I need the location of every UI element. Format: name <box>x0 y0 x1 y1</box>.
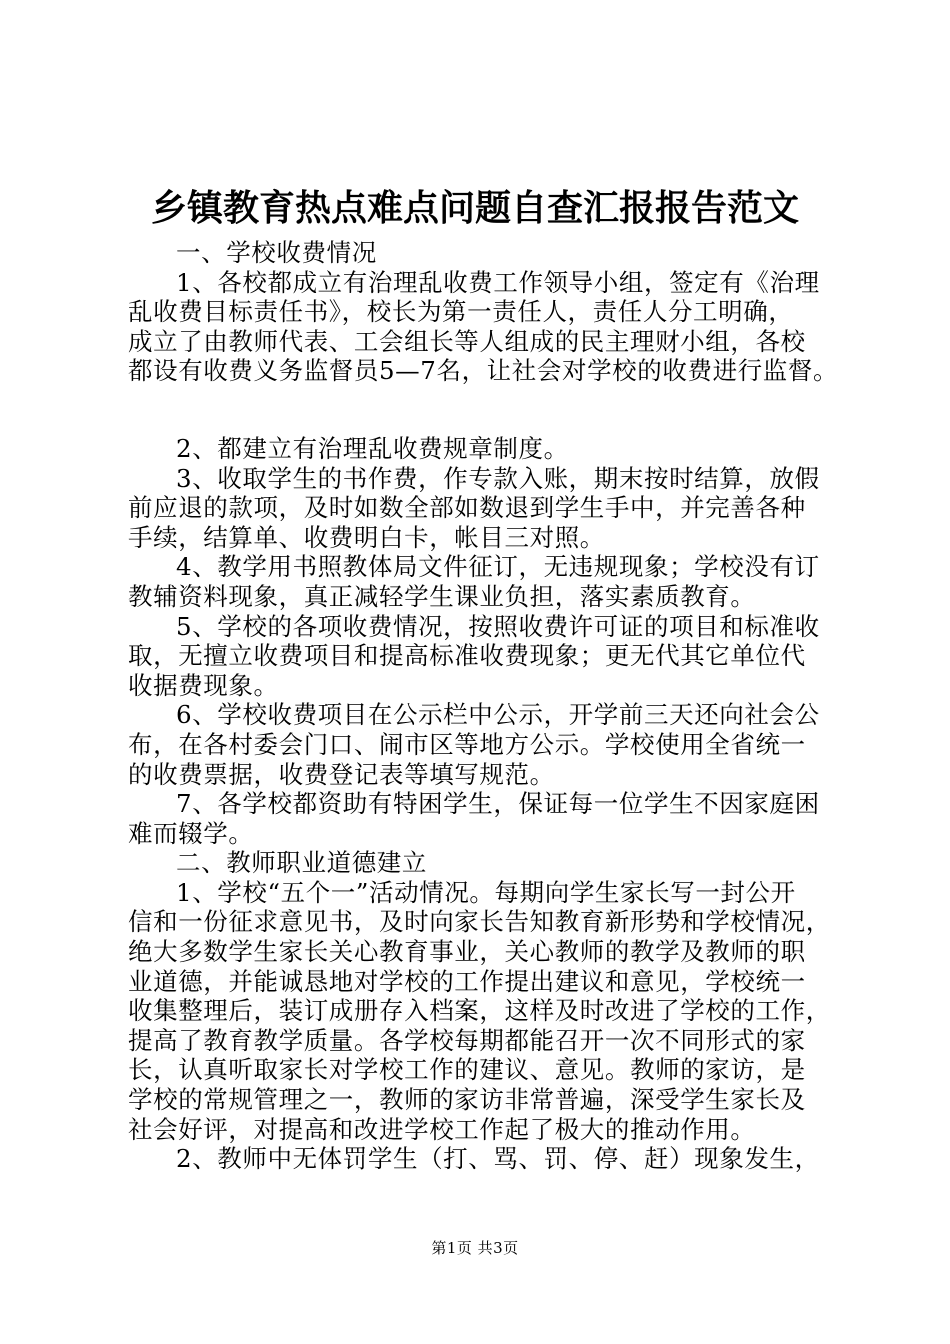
paragraph-line: 长，认真听取家长对学校工作的建议、意见。教师的家访，是 <box>128 1055 806 1085</box>
page-number-footer: 第1页 共3页 <box>431 1239 519 1257</box>
paragraph-line: 的收费票据，收费登记表等填写规范。 <box>128 759 555 789</box>
paragraph-line: 前应退的款项，及时如数全部如数退到学生手中，并完善各种 <box>128 493 806 523</box>
paragraph-line: 布，在各村委会门口、闹市区等地方公示。学校使用全省统一 <box>128 729 806 759</box>
paragraph-line: 绝大多数学生家长关心教育事业，关心教师的教学及教师的职 <box>128 937 806 967</box>
paragraph-line: 乱收费目标责任书》，校长为第一责任人，责任人分工明确， <box>128 297 794 327</box>
section-heading: 一、学校收费情况 <box>176 238 377 267</box>
document-body <box>128 238 838 1174</box>
paragraph-line: 6、学校收费项目在公示栏中公示，开学前三天还向社会公 <box>176 700 820 730</box>
paragraph-line: 取，无擅立收费项目和提高标准收费现象；更无代其它单位代 <box>128 641 806 671</box>
paragraph-line: 学校的常规管理之一，教师的家访非常普遍，深受学生家长及 <box>128 1085 806 1115</box>
paragraph-line: 信和一份征求意见书，及时向家长告知教育新形势和学校情况， <box>128 907 831 937</box>
paragraph-line: 教辅资料现象，真正减轻学生课业负担，落实素质教育。 <box>128 581 756 611</box>
paragraph-line: 5、学校的各项收费情况，按照收费许可证的项目和标准收 <box>176 611 820 641</box>
paragraph-line: 7、各学校都资助有特困学生，保证每一位学生不因家庭困 <box>176 789 820 819</box>
paragraph-line: 2、都建立有治理乱收费规章制度。 <box>176 433 569 463</box>
paragraph-line: 收集整理后，装订成册存入档案，这样及时改进了学校的工作， <box>128 996 831 1026</box>
paragraph-line: 业道德，并能诚恳地对学校的工作提出建议和意见，学校统一 <box>128 966 806 996</box>
paragraph-line: 4、教学用书照教体局文件征订，无违规现象；学校没有订 <box>176 552 820 582</box>
paragraph-line: 成立了由教师代表、工会组长等人组成的民主理财小组，各校 <box>128 326 806 356</box>
paragraph-line: 提高了教育教学质量。各学校每期都能召开一次不同形式的家 <box>128 1025 806 1055</box>
paragraph-line: 收据费现象。 <box>128 670 279 700</box>
paragraph-line: 1、学校“五个一”活动情况。每期向学生家长写一封公开 <box>176 877 796 907</box>
paragraph-line: 难而辍学。 <box>128 818 254 848</box>
paragraph-gap <box>128 386 838 434</box>
document-title: 乡镇教育热点难点问题自查汇报报告范文 <box>150 188 799 229</box>
paragraph-line: 都设有收费义务监督员5—7名，让社会对学校的收费进行监督。 <box>128 356 839 386</box>
section-heading: 二、教师职业道德建立 <box>176 848 427 878</box>
paragraph-line: 2、教师中无体罚学生（打、骂、罚、停、赶）现象发生， <box>176 1144 820 1174</box>
paragraph-line: 1、各校都成立有治理乱收费工作领导小组，签定有《治理 <box>176 267 820 297</box>
paragraph-line: 3、收取学生的书作费，作专款入账，期末按时结算，放假 <box>176 463 820 493</box>
paragraph-line: 手续，结算单、收费明白卡，帐目三对照。 <box>128 522 605 552</box>
paragraph-line: 社会好评，对提高和改进学校工作起了极大的推动作用。 <box>128 1114 756 1144</box>
